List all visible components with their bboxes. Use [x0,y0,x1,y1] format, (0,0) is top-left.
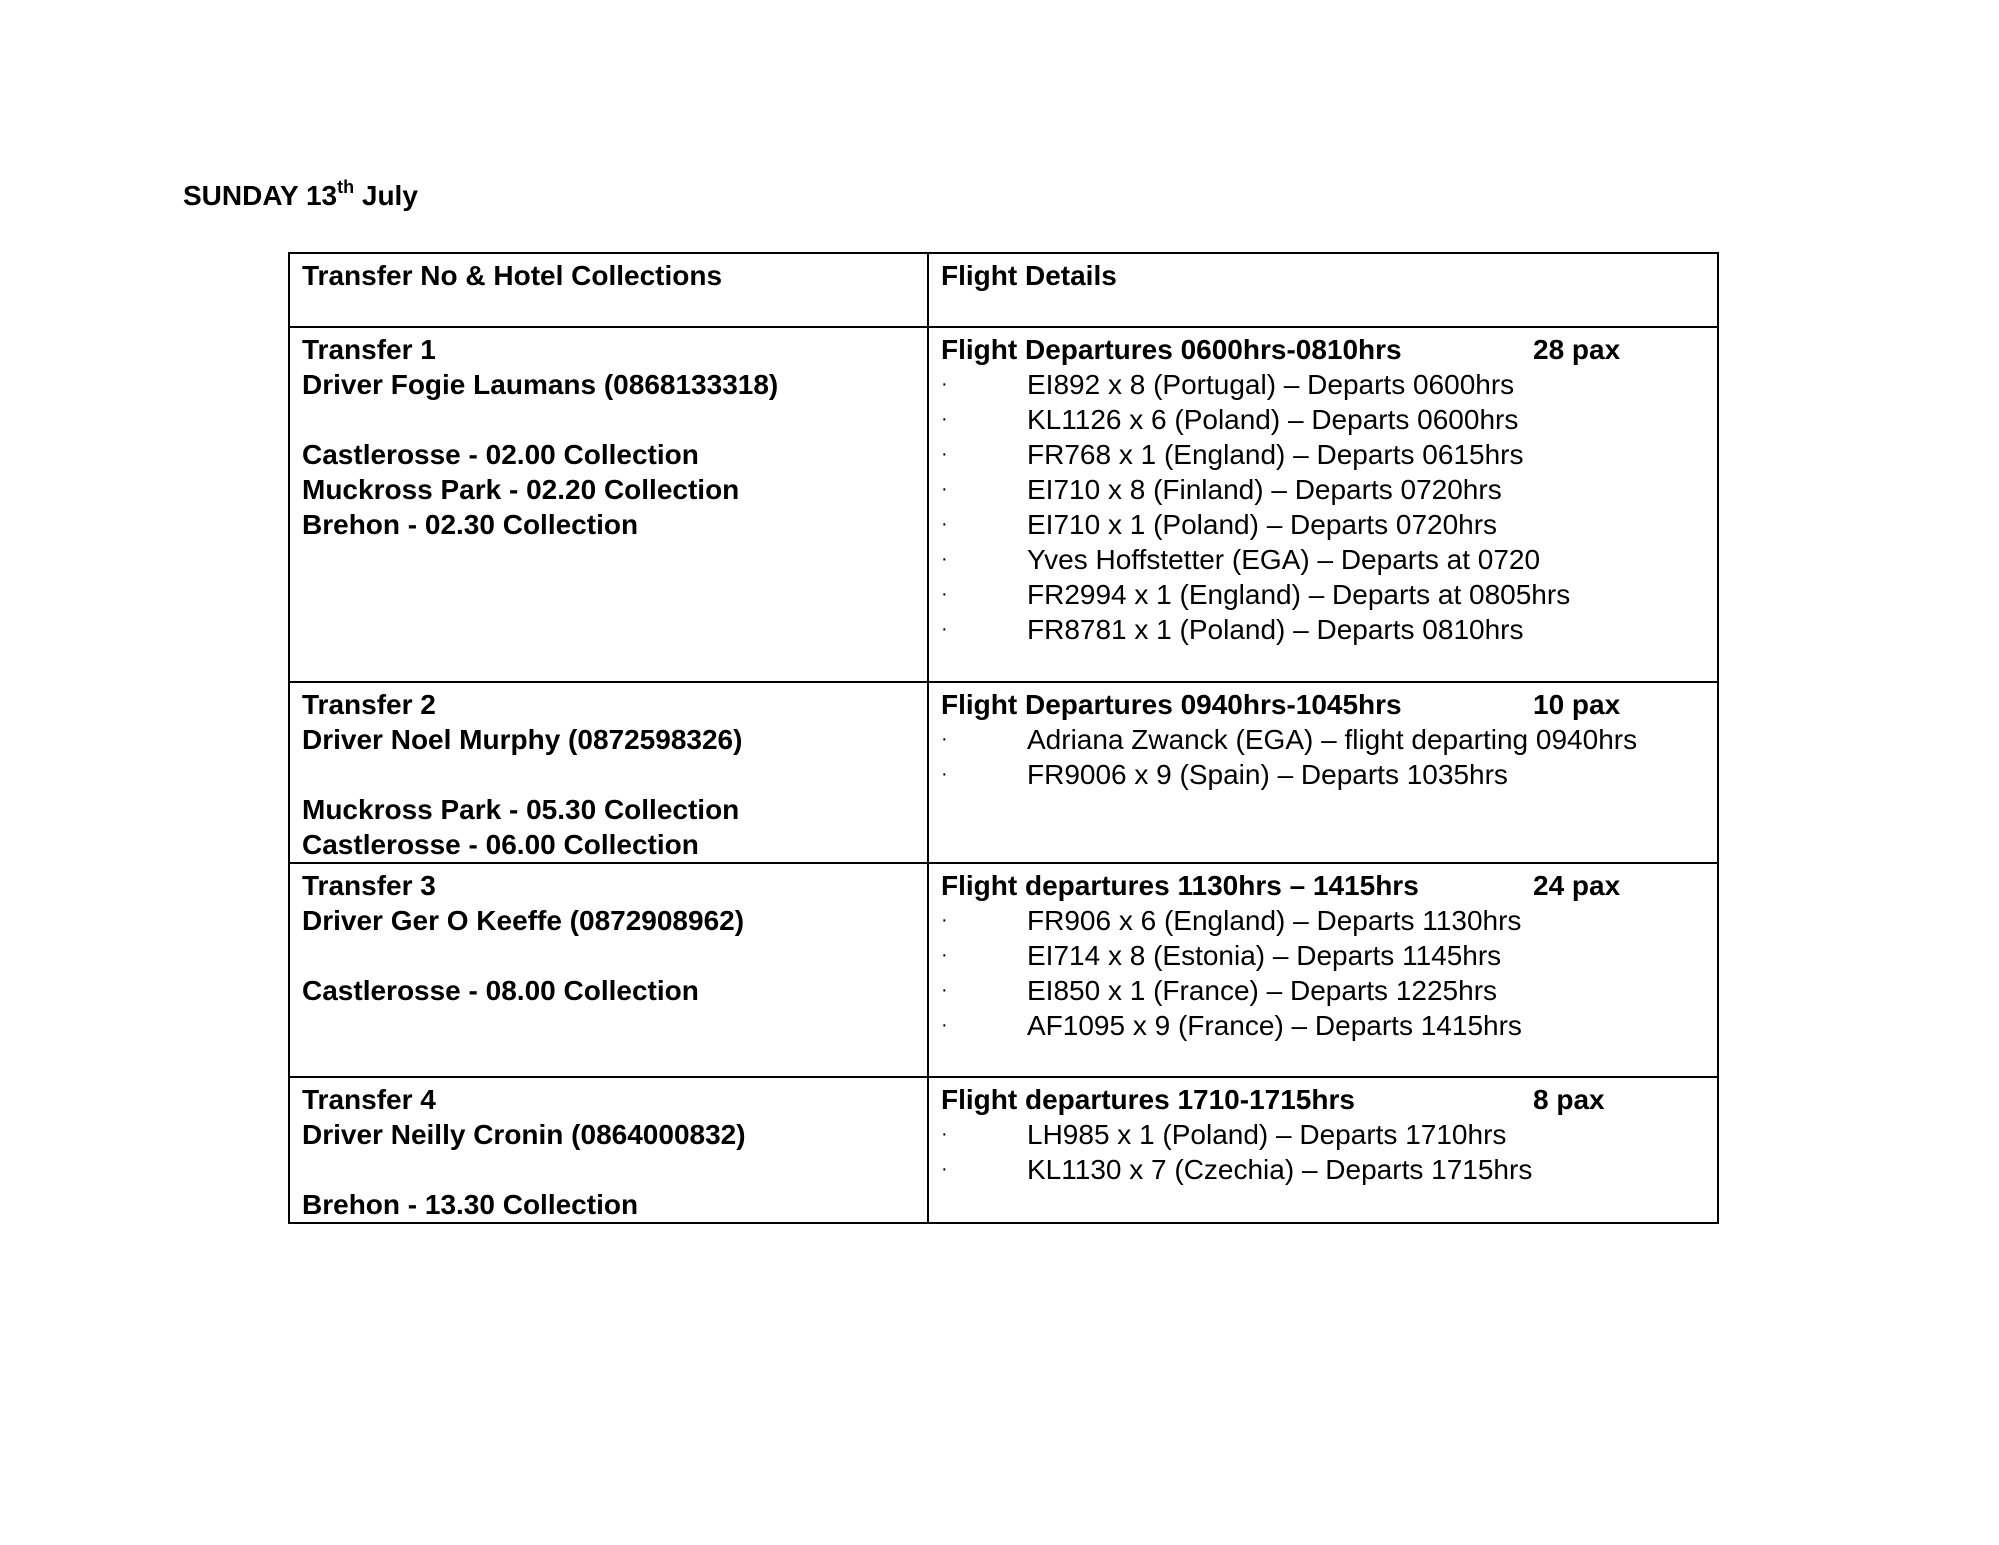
flight-item [941,437,1705,472]
flight-item [941,1152,1705,1187]
pax-count: 28 pax [1533,334,1621,365]
header-cell-flights [928,253,1718,327]
title-month: July [354,180,418,211]
table-row-transfer-4 [289,1077,1718,1223]
transfer-cell [289,1077,928,1223]
bullet-icon: · [941,728,948,750]
transfer-cell [289,327,928,682]
flight-item [941,402,1705,437]
collection-item: Brehon - 13.30 Collection [302,1189,639,1220]
departure-window: Flight Departures 0600hrs-0810hrs [941,334,1402,365]
flight-cell [928,1077,1718,1223]
flight-text: FR906 x 6 (England) – Departs 1130hrs [1027,905,1522,936]
flight-item [941,757,1705,792]
bullet-icon: · [941,1014,948,1036]
bullet-icon: · [941,618,948,640]
collection-item: Brehon - 02.30 Collection [302,509,639,540]
pax-count: 24 pax [1533,870,1621,901]
collection-item: Muckross Park - 02.20 Collection [302,474,740,505]
flight-text: Adriana Zwanck (EGA) – flight departing 0940hrs [1027,724,1638,755]
bullet-icon: · [941,1123,948,1145]
transfer-number: Transfer 2 [302,689,436,720]
flight-item [941,507,1705,542]
departure-window: Flight departures 1710-1715hrs [941,1084,1355,1115]
flight-item [941,973,1705,1008]
title-ordinal-suffix: th [337,177,355,197]
departure-window: Flight departures 1130hrs – 1415hrs [941,870,1419,901]
flight-text: KL1126 x 6 (Poland) – Departs 0600hrs [1027,404,1519,435]
flight-item [941,1008,1705,1043]
transfer-number: Transfer 4 [302,1084,436,1115]
flight-text: FR2994 x 1 (England) – Departs at 0805hrs [1027,579,1571,610]
title-day-date: SUNDAY 13 [183,180,338,211]
flight-cell [928,863,1718,1077]
flight-text: AF1095 x 9 (France) – Departs 1415hrs [1027,1010,1522,1041]
flight-item [941,722,1705,757]
departure-window: Flight Departures 0940hrs-1045hrs [941,689,1402,720]
bullet-icon: · [941,373,948,395]
bullet-icon: · [941,513,948,535]
flight-text: FR8781 x 1 (Poland) – Departs 0810hrs [1027,614,1524,645]
bullet-icon: · [941,408,948,430]
driver-info: Driver Neilly Cronin (0864000832) [302,1119,746,1150]
header-cell-transfers [289,253,928,327]
flight-item [941,1117,1705,1152]
transfer-cell [289,682,928,863]
transfer-number: Transfer 1 [302,334,436,365]
table-row-transfer-3 [289,863,1718,1077]
driver-info: Driver Noel Murphy (0872598326) [302,724,743,755]
flight-item [941,612,1705,647]
bullet-icon: · [941,443,948,465]
flight-text: EI892 x 8 (Portugal) – Departs 0600hrs [1027,369,1515,400]
bullet-icon: · [941,583,948,605]
collection-item: Castlerosse - 06.00 Collection [302,829,699,860]
flight-text: EI714 x 8 (Estonia) – Departs 1145hrs [1027,940,1502,971]
transfer-cell [289,863,928,1077]
driver-info: Driver Fogie Laumans (0868133318) [302,369,779,400]
bullet-icon: · [941,548,948,570]
flight-text: FR768 x 1 (England) – Departs 0615hrs [1027,439,1524,470]
transfer-number: Transfer 3 [302,870,436,901]
collection-item: Muckross Park - 05.30 Collection [302,794,740,825]
pax-count: 8 pax [1533,1084,1605,1115]
flight-item [941,577,1705,612]
table-header-row [289,253,1718,327]
table-row-transfer-1 [289,327,1718,682]
flight-text: Yves Hoffstetter (EGA) – Departs at 0720 [1027,544,1541,575]
bullet-icon: · [941,1158,948,1180]
flight-item [941,472,1705,507]
bullet-icon: · [941,909,948,931]
flight-text: FR9006 x 9 (Spain) – Departs 1035hrs [1027,759,1508,790]
header-transfers-label: Transfer No & Hotel Collections [302,260,723,291]
driver-info: Driver Ger O Keeffe (0872908962) [302,905,745,936]
collection-item: Castlerosse - 08.00 Collection [302,975,699,1006]
flight-text: EI710 x 8 (Finland) – Departs 0720hrs [1027,474,1502,505]
flight-cell [928,327,1718,682]
flight-item [941,903,1705,938]
flight-text: EI850 x 1 (France) – Departs 1225hrs [1027,975,1498,1006]
page-title [183,177,418,212]
flight-departures-heading [941,332,1705,367]
bullet-icon: · [941,944,948,966]
transfer-schedule-table [288,252,1719,1224]
flight-item [941,938,1705,973]
pax-count: 10 pax [1533,689,1621,720]
flight-text: KL1130 x 7 (Czechia) – Departs 1715hrs [1027,1154,1533,1185]
flight-departures-heading [941,687,1705,722]
bullet-icon: · [941,763,948,785]
flight-item [941,367,1705,402]
flight-text: EI710 x 1 (Poland) – Departs 0720hrs [1027,509,1498,540]
header-flights-label: Flight Details [941,260,1117,291]
flight-cell [928,682,1718,863]
flight-text: LH985 x 1 (Poland) – Departs 1710hrs [1027,1119,1507,1150]
flight-departures-heading [941,1082,1705,1117]
bullet-icon: · [941,478,948,500]
flight-departures-heading [941,868,1705,903]
bullet-icon: · [941,979,948,1001]
flight-item [941,542,1705,577]
collection-item: Castlerosse - 02.00 Collection [302,439,699,470]
table-row-transfer-2 [289,682,1718,863]
